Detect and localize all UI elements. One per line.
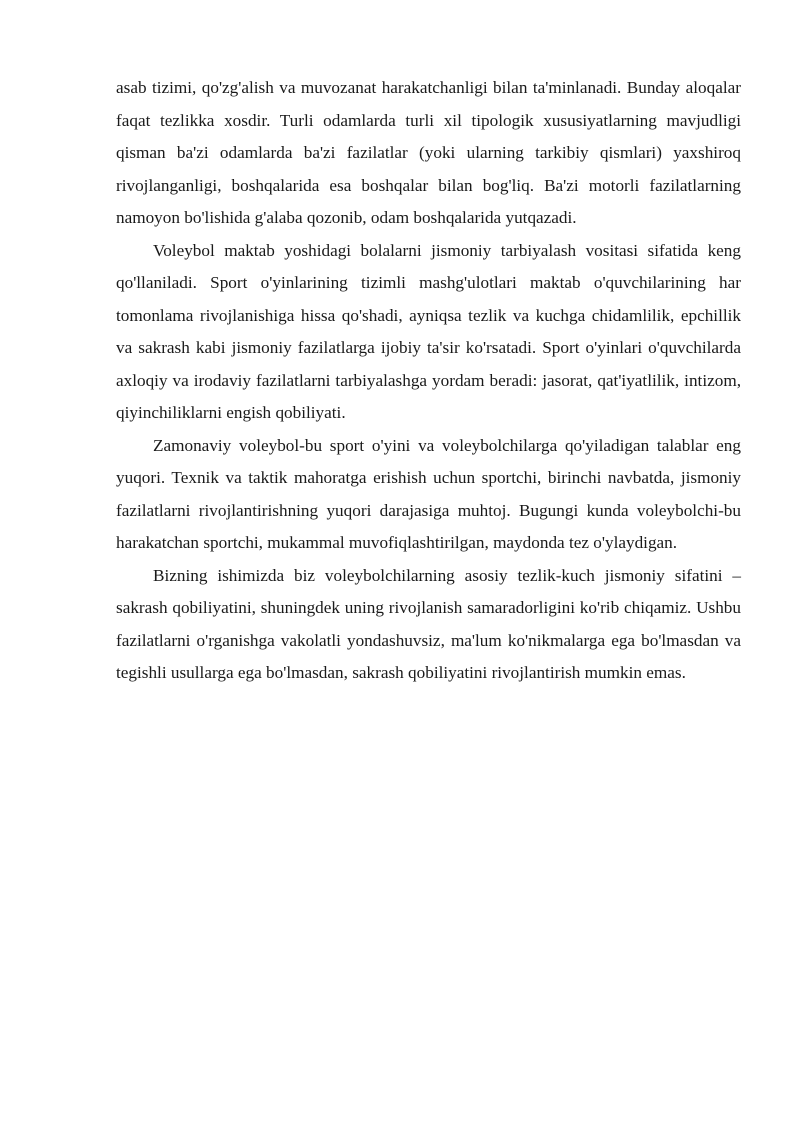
document-page <box>116 72 741 690</box>
paragraph-continuation: asab tizimi, qo'zg'alish va muvozanat harakatchanligi bilan ta'minlanadi. Bunday aloqalar faqat tezlikka xosdir. Turli odamlarda turli xil tipologik xususiyatlarning mavjudligi qisman ba'zi odamlarda ba'zi fazilatlar (yoki ularning tarkibiy qismlari) yaxshiroq rivojlanganligi, boshqalarida esa boshqalar bilan bog'liq. Ba'zi motorli fazilatlarning namoyon bo'lishida g'alaba qozonib, odam boshqalarida yutqazadi. <box>116 78 741 227</box>
paragraph-jumping-ability: Bizning ishimizda biz voleybolchilarning asosiy tezlik-kuch jismoniy sifatini – sakrash qobiliyatini, shuningdek uning rivojlanish samaradorligini ko'rib chiqamiz. Ushbu fazilatlarni o'rganishga vakolatli yondashuvsiz, ma'lum ko'nikmalarga ega bo'lmasdan va tegishli usullarga ega bo'lmasdan, sakrash qobiliyatini rivojlantirish mumkin emas. <box>116 565 741 682</box>
paragraph-volleyball-education: Voleybol maktab yoshidagi bolalarni jismoniy tarbiyalash vositasi sifatida keng qo'llaniladi. Sport o'yinlarining tizimli mashg'ulotlari maktab o'quvchilarining har tomonlama rivojlanishiga hissa qo'shadi, ayniqsa tezlik va kuchga chidamlilik, epchillik va sakrash kabi jismoniy fazilatlarga ijobiy ta'sir ko'rsatadi. Sport o'yinlari o'quvchilarda axloqiy va irodaviy fazilatlarni tarbiyalashga yordam beradi: jasorat, qat'iyatlilik, intizom, qiyinchiliklarni engish qobiliyati. <box>116 240 741 422</box>
paragraph-modern-volleyball: Zamonaviy voleybol-bu sport o'yini va voleybolchilarga qo'yiladigan talablar eng yuqori. Texnik va taktik mahoratga erishish uchun sportchi, birinchi navbatda, jismoniy fazilatlarni rivojlantirishning yuqori darajasiga muhtoj. Bugungi kunda voleybolchi-bu harakatchan sportchi, mukammal muvofiqlashtirilgan, maydonda tez o'ylaydigan. <box>116 435 741 552</box>
